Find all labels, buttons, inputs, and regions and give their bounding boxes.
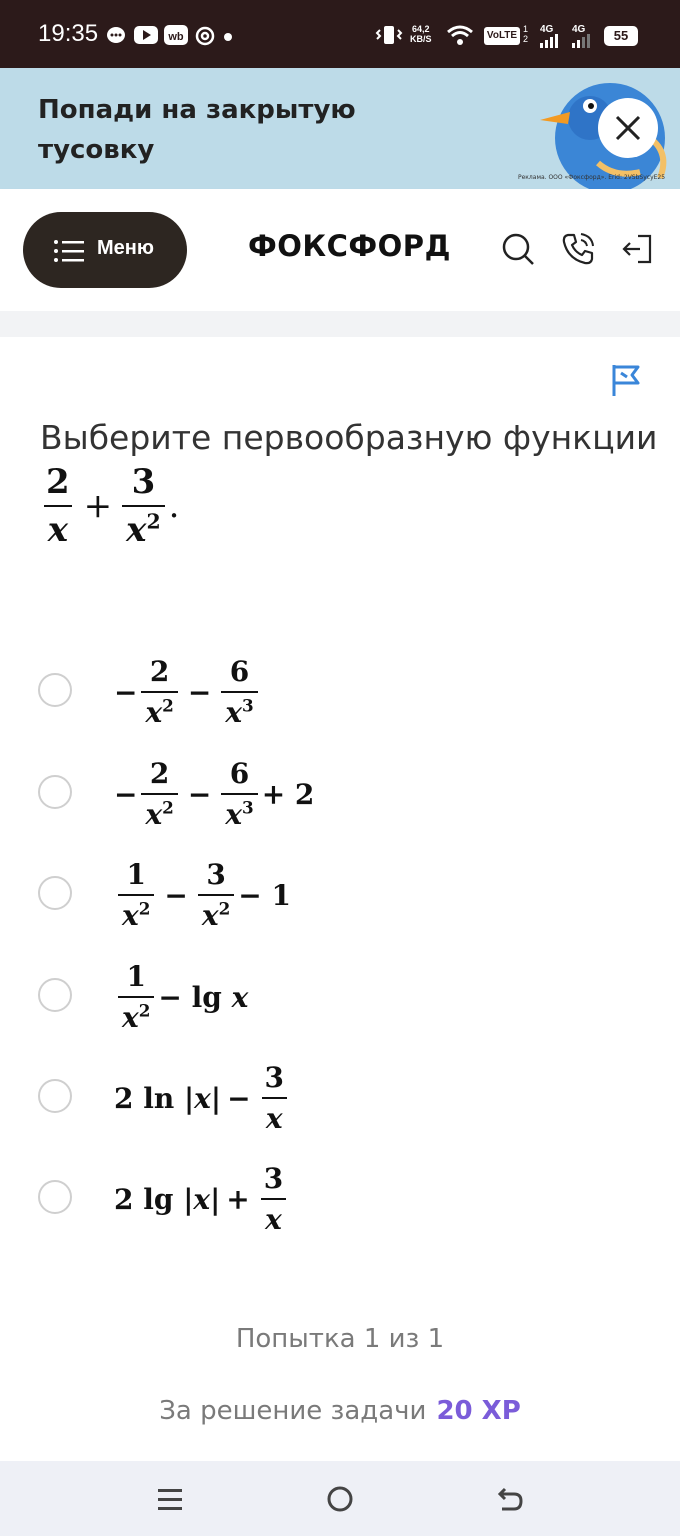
option-formula: 2 lg | x | + $\frac{3}{x}$	[114, 1162, 291, 1236]
status-bar	[0, 0, 680, 68]
at-sign-icon	[194, 25, 216, 49]
ad-banner-text: Попади на закрытую тусовку	[38, 95, 356, 165]
home-circle-icon[interactable]	[320, 1479, 360, 1519]
answer-option[interactable]	[36, 855, 636, 935]
battery-indicator: 55	[604, 26, 638, 46]
phone-icon[interactable]	[560, 231, 596, 267]
close-icon	[598, 98, 658, 158]
option-formula: $\frac{1}{x^2}$ − lg x	[114, 960, 248, 1034]
option-formula: $\frac{1}{x^2}$ − $\frac{3}{x^2}$ − 1	[114, 858, 291, 932]
menu-button-label: Меню	[97, 237, 154, 259]
volte-badge: VoLTE	[484, 27, 520, 45]
menu-lines-icon	[53, 239, 85, 263]
sim1-network-label: 4G	[540, 24, 554, 35]
question-formula: $\frac{2}{x}$ + $\frac{3}{x^2}$ .	[38, 462, 179, 550]
signal-bars-icon	[572, 34, 594, 58]
answer-option[interactable]	[36, 957, 636, 1037]
option-formula: − $\frac{2}{x^2}$ − $\frac{6}{x^3}$ + 2	[114, 757, 315, 831]
reward-line	[0, 1396, 680, 1426]
radio-button[interactable]	[38, 1180, 72, 1214]
system-nav-bar	[0, 1461, 680, 1536]
answer-option[interactable]	[36, 1159, 636, 1239]
status-time: 19:35	[38, 20, 99, 47]
radio-button[interactable]	[38, 978, 72, 1012]
sim-index: 1 2	[523, 24, 529, 44]
radio-button[interactable]	[38, 775, 72, 809]
wifi-icon	[446, 24, 474, 48]
menu-button[interactable]	[23, 212, 187, 288]
search-icon[interactable]	[500, 231, 536, 267]
reward-label: За решение задачи	[159, 1396, 427, 1426]
wb-icon	[164, 25, 188, 49]
logo[interactable]: ФОКСФОРД	[248, 229, 451, 263]
back-arrow-icon[interactable]	[490, 1479, 530, 1519]
reward-xp: 20 XP	[436, 1396, 521, 1426]
ad-fine-print: Реклама. ООО «Фоксфорд». Erid: 2VSbSycyE25	[518, 174, 666, 181]
radio-button[interactable]	[38, 673, 72, 707]
option-formula: − $\frac{2}{x^2}$ − $\frac{6}{x^3}$	[114, 655, 262, 729]
report-flag-icon[interactable]	[608, 362, 644, 398]
menu-lines-icon[interactable]	[150, 1479, 190, 1519]
ad-banner[interactable]	[0, 68, 680, 189]
answer-option[interactable]	[36, 652, 636, 732]
login-icon[interactable]	[620, 231, 656, 267]
radio-button[interactable]	[38, 1079, 72, 1113]
youtube-icon	[134, 26, 158, 50]
chat-bubble-icon	[106, 26, 126, 50]
notification-dot	[224, 33, 232, 41]
svg-text:wb: wb	[168, 31, 184, 43]
question-text: Выберите первообразную функции	[40, 418, 658, 457]
answer-option[interactable]	[36, 754, 636, 834]
attempt-counter: Попытка 1 из 1	[235, 1324, 445, 1354]
radio-button[interactable]	[38, 876, 72, 910]
site-header	[0, 189, 680, 311]
ad-close-button[interactable]	[598, 98, 658, 158]
net-speed: 64,2 KB/S	[410, 24, 432, 44]
answer-option[interactable]	[36, 1058, 636, 1138]
sim2-network-label: 4G	[572, 24, 586, 35]
vibrate-icon	[374, 24, 404, 48]
section-divider	[0, 311, 680, 337]
signal-bars-icon	[540, 34, 562, 58]
option-formula: 2 ln | x | − $\frac{3}{x}$	[114, 1061, 292, 1135]
